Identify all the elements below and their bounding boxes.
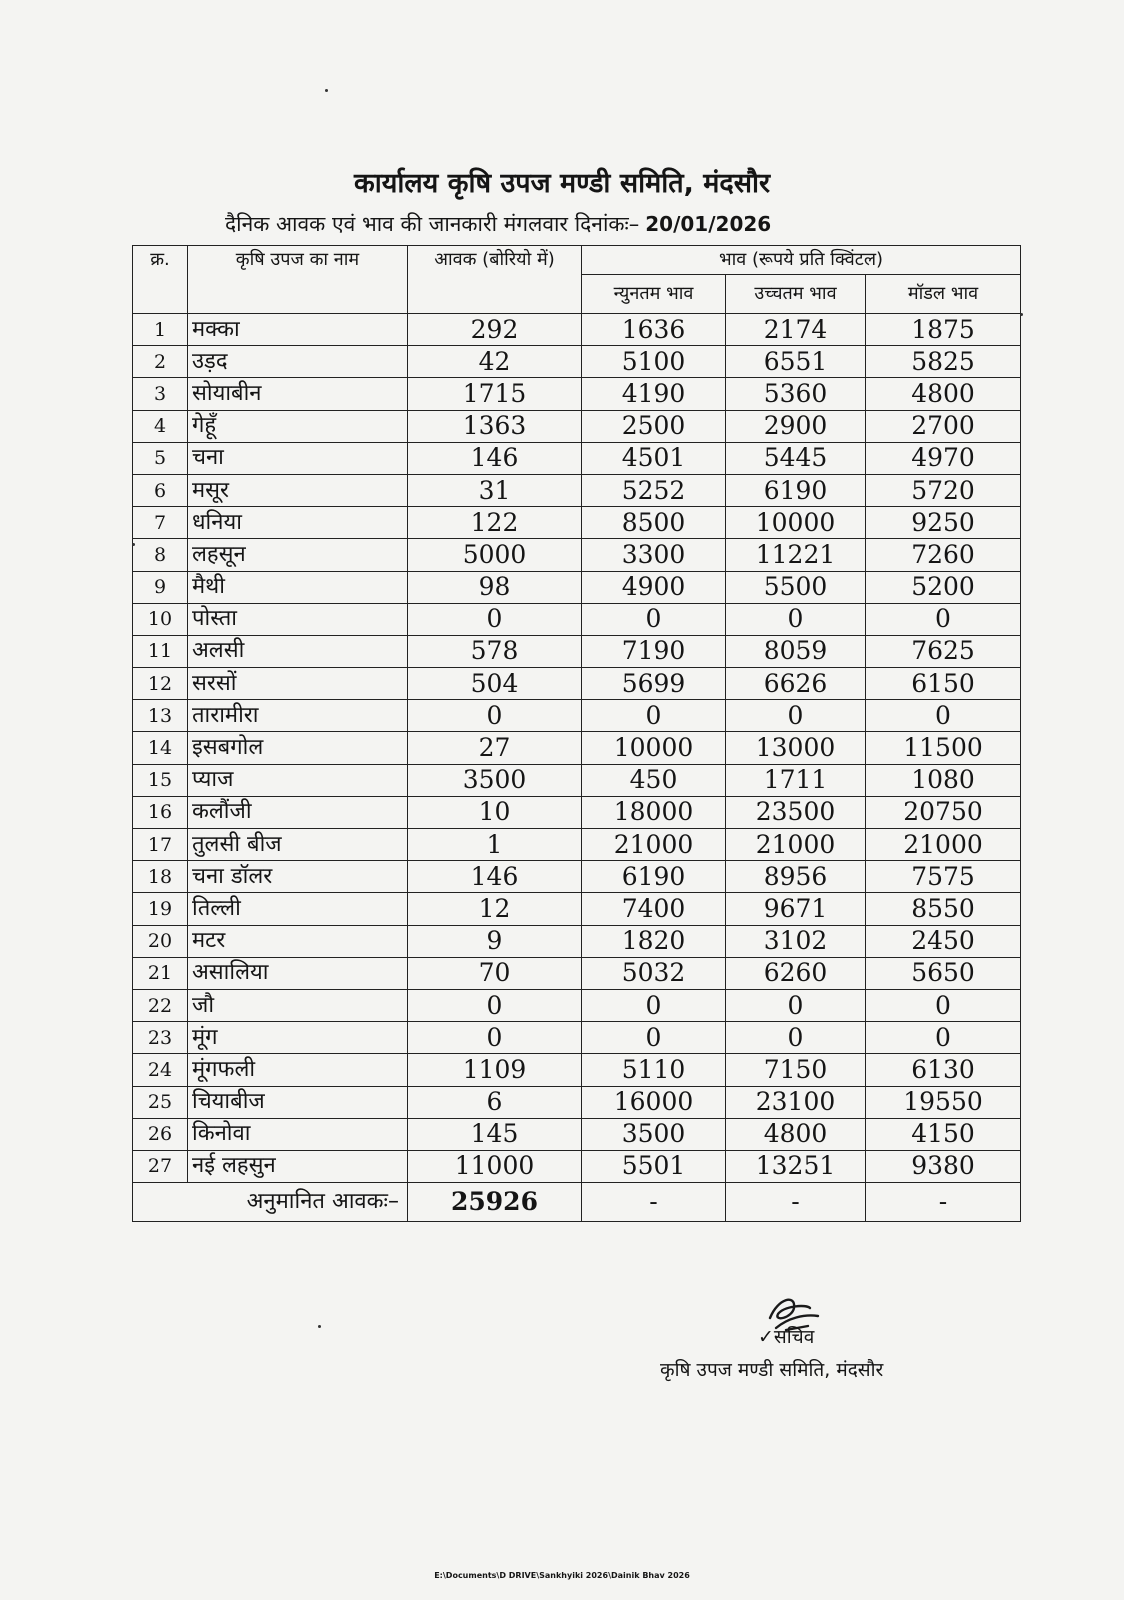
cell-max-price: 0 <box>726 1022 866 1054</box>
cell-modal-price: 21000 <box>866 829 1021 861</box>
cell-name: मक्का <box>188 314 408 346</box>
cell-min-price: 0 <box>582 603 726 635</box>
cell-min-price: 3300 <box>582 539 726 571</box>
cell-name: जौ <box>188 989 408 1021</box>
scan-speck <box>132 543 135 546</box>
cell-name: प्याज <box>188 764 408 796</box>
cell-min-price: 5100 <box>582 346 726 378</box>
cell-name: तारामीरा <box>188 700 408 732</box>
cell-arrival: 0 <box>408 700 582 732</box>
cell-arrival: 3500 <box>408 764 582 796</box>
cell-sn: 27 <box>133 1150 188 1182</box>
cell-max-price: 23500 <box>726 796 866 828</box>
cell-name: तिल्ली <box>188 893 408 925</box>
subtitle-text: दैनिक आवक एवं भाव की जानकारी मंगलवार दिनांकः– <box>225 212 640 236</box>
cell-min-price: 5699 <box>582 668 726 700</box>
table-row <box>133 1054 1021 1086</box>
cell-min-price: 450 <box>582 764 726 796</box>
cell-name: उड़द <box>188 346 408 378</box>
cell-min-price: 5110 <box>582 1054 726 1086</box>
total-modal: - <box>866 1183 1021 1222</box>
cell-name: मूंगफली <box>188 1054 408 1086</box>
cell-sn: 14 <box>133 732 188 764</box>
cell-max-price: 0 <box>726 700 866 732</box>
cell-min-price: 0 <box>582 989 726 1021</box>
cell-min-price: 4501 <box>582 442 726 474</box>
cell-name: चना डॉलर <box>188 861 408 893</box>
cell-max-price: 5500 <box>726 571 866 603</box>
table-row <box>133 764 1021 796</box>
cell-min-price: 0 <box>582 700 726 732</box>
page-title: कार्यालय कृषि उपज मण्डी समिति, मंदसौर <box>353 168 771 199</box>
report-date: 20/01/2026 <box>645 212 772 236</box>
total-row <box>133 1183 1021 1222</box>
cell-max-price: 1711 <box>726 764 866 796</box>
cell-max-price: 6551 <box>726 346 866 378</box>
cell-sn: 12 <box>133 668 188 700</box>
cell-min-price: 2500 <box>582 410 726 442</box>
cell-name: तुलसी बीज <box>188 829 408 861</box>
cell-max-price: 5360 <box>726 378 866 410</box>
table-row <box>133 893 1021 925</box>
cell-arrival: 122 <box>408 507 582 539</box>
cell-arrival: 1363 <box>408 410 582 442</box>
cell-modal-price: 8550 <box>866 893 1021 925</box>
cell-max-price: 11221 <box>726 539 866 571</box>
cell-sn: 8 <box>133 539 188 571</box>
cell-name: मूंग <box>188 1022 408 1054</box>
cell-name: सोयाबीन <box>188 378 408 410</box>
cell-name: किनोवा <box>188 1118 408 1150</box>
cell-max-price: 3102 <box>726 925 866 957</box>
cell-max-price: 4800 <box>726 1118 866 1150</box>
cell-arrival: 504 <box>408 668 582 700</box>
cell-name: मैथी <box>188 571 408 603</box>
cell-sn: 7 <box>133 507 188 539</box>
cell-name: मसूर <box>188 474 408 506</box>
total-min: - <box>582 1183 726 1222</box>
cell-max-price: 6260 <box>726 957 866 989</box>
table-row <box>133 378 1021 410</box>
cell-name: असालिया <box>188 957 408 989</box>
cell-arrival: 12 <box>408 893 582 925</box>
total-label: अनुमानित आवकः– <box>133 1183 408 1222</box>
cell-modal-price: 6150 <box>866 668 1021 700</box>
table-row <box>133 989 1021 1021</box>
cell-arrival: 70 <box>408 957 582 989</box>
table-row <box>133 1022 1021 1054</box>
header-name: कृषि उपज का नाम <box>188 246 408 314</box>
table-row <box>133 539 1021 571</box>
cell-modal-price: 4150 <box>866 1118 1021 1150</box>
cell-arrival: 5000 <box>408 539 582 571</box>
cell-modal-price: 4800 <box>866 378 1021 410</box>
cell-max-price: 2900 <box>726 410 866 442</box>
cell-sn: 17 <box>133 829 188 861</box>
cell-max-price: 10000 <box>726 507 866 539</box>
cell-sn: 21 <box>133 957 188 989</box>
cell-modal-price: 5825 <box>866 346 1021 378</box>
cell-sn: 4 <box>133 410 188 442</box>
cell-name: मटर <box>188 925 408 957</box>
cell-name: सरसों <box>188 668 408 700</box>
cell-arrival: 1715 <box>408 378 582 410</box>
cell-sn: 22 <box>133 989 188 1021</box>
cell-min-price: 0 <box>582 1022 726 1054</box>
cell-max-price: 8059 <box>726 635 866 667</box>
cell-sn: 2 <box>133 346 188 378</box>
cell-arrival: 145 <box>408 1118 582 1150</box>
cell-modal-price: 0 <box>866 603 1021 635</box>
cell-min-price: 5032 <box>582 957 726 989</box>
cell-max-price: 0 <box>726 603 866 635</box>
cell-sn: 18 <box>133 861 188 893</box>
cell-arrival: 9 <box>408 925 582 957</box>
table-row <box>133 1086 1021 1118</box>
cell-modal-price: 19550 <box>866 1086 1021 1118</box>
cell-min-price: 16000 <box>582 1086 726 1118</box>
table-row <box>133 571 1021 603</box>
cell-min-price: 1820 <box>582 925 726 957</box>
cell-modal-price: 1875 <box>866 314 1021 346</box>
cell-modal-price: 5720 <box>866 474 1021 506</box>
signatory-tick-icon: ✓ <box>758 1326 774 1348</box>
cell-modal-price: 7260 <box>866 539 1021 571</box>
cell-arrival: 42 <box>408 346 582 378</box>
cell-sn: 9 <box>133 571 188 603</box>
table-row <box>133 442 1021 474</box>
cell-sn: 6 <box>133 474 188 506</box>
header-max-price: उच्चतम भाव <box>726 275 866 314</box>
cell-arrival: 292 <box>408 314 582 346</box>
cell-sn: 10 <box>133 603 188 635</box>
table-row <box>133 1118 1021 1150</box>
header-price-group: भाव (रूपये प्रति क्विंटल) <box>582 246 1021 275</box>
cell-max-price: 7150 <box>726 1054 866 1086</box>
header-min-price: न्युनतम भाव <box>582 275 726 314</box>
cell-name: अलसी <box>188 635 408 667</box>
cell-min-price: 4190 <box>582 378 726 410</box>
table-row <box>133 635 1021 667</box>
cell-arrival: 1 <box>408 829 582 861</box>
table-row <box>133 700 1021 732</box>
rates-table <box>132 245 1021 1222</box>
cell-modal-price: 4970 <box>866 442 1021 474</box>
total-max: - <box>726 1183 866 1222</box>
header-modal-price: मॉडल भाव <box>866 275 1021 314</box>
scan-speck <box>318 1325 321 1328</box>
table-row <box>133 957 1021 989</box>
cell-min-price: 18000 <box>582 796 726 828</box>
cell-max-price: 0 <box>726 989 866 1021</box>
cell-arrival: 6 <box>408 1086 582 1118</box>
cell-arrival: 0 <box>408 603 582 635</box>
cell-modal-price: 7625 <box>866 635 1021 667</box>
cell-max-price: 23100 <box>726 1086 866 1118</box>
rates-table-body <box>133 314 1021 1183</box>
organization-label: कृषि उपज मण्डी समिति, मंदसौर <box>660 1359 884 1381</box>
cell-arrival: 578 <box>408 635 582 667</box>
table-row <box>133 410 1021 442</box>
cell-arrival: 1109 <box>408 1054 582 1086</box>
cell-min-price: 6190 <box>582 861 726 893</box>
table-row <box>133 474 1021 506</box>
cell-name: कलौंजी <box>188 796 408 828</box>
cell-min-price: 3500 <box>582 1118 726 1150</box>
page-subtitle <box>225 210 771 238</box>
cell-max-price: 6190 <box>726 474 866 506</box>
cell-name: गेहूँ <box>188 410 408 442</box>
cell-sn: 20 <box>133 925 188 957</box>
cell-sn: 23 <box>133 1022 188 1054</box>
cell-sn: 19 <box>133 893 188 925</box>
cell-modal-price: 20750 <box>866 796 1021 828</box>
total-arrival: 25926 <box>408 1183 582 1222</box>
cell-name: पोस्ता <box>188 603 408 635</box>
cell-sn: 11 <box>133 635 188 667</box>
cell-modal-price: 6130 <box>866 1054 1021 1086</box>
cell-arrival: 0 <box>408 1022 582 1054</box>
cell-modal-price: 1080 <box>866 764 1021 796</box>
signatory-title: सचिव <box>773 1326 815 1348</box>
cell-sn: 16 <box>133 796 188 828</box>
cell-modal-price: 2700 <box>866 410 1021 442</box>
cell-modal-price: 7575 <box>866 861 1021 893</box>
cell-name: लहसून <box>188 539 408 571</box>
table-row <box>133 603 1021 635</box>
cell-modal-price: 5200 <box>866 571 1021 603</box>
cell-max-price: 13251 <box>726 1150 866 1182</box>
cell-name: इसबगोल <box>188 732 408 764</box>
cell-arrival: 0 <box>408 989 582 1021</box>
cell-min-price: 4900 <box>582 571 726 603</box>
cell-min-price: 5501 <box>582 1150 726 1182</box>
cell-max-price: 6626 <box>726 668 866 700</box>
cell-min-price: 7400 <box>582 893 726 925</box>
cell-name: धनिया <box>188 507 408 539</box>
cell-sn: 24 <box>133 1054 188 1086</box>
cell-max-price: 13000 <box>726 732 866 764</box>
table-row <box>133 796 1021 828</box>
cell-max-price: 2174 <box>726 314 866 346</box>
cell-arrival: 10 <box>408 796 582 828</box>
table-row <box>133 314 1021 346</box>
cell-modal-price: 0 <box>866 989 1021 1021</box>
cell-min-price: 8500 <box>582 507 726 539</box>
file-path: E:\Documents\D DRIVE\Sankhyiki 2026\Dainik Bhav 2026 <box>434 1571 690 1580</box>
cell-name: चना <box>188 442 408 474</box>
cell-max-price: 8956 <box>726 861 866 893</box>
header-sn: क्र. <box>133 246 188 314</box>
cell-max-price: 21000 <box>726 829 866 861</box>
cell-sn: 15 <box>133 764 188 796</box>
cell-modal-price: 9250 <box>866 507 1021 539</box>
table-row <box>133 925 1021 957</box>
cell-min-price: 5252 <box>582 474 726 506</box>
cell-sn: 25 <box>133 1086 188 1118</box>
cell-max-price: 5445 <box>726 442 866 474</box>
cell-arrival: 11000 <box>408 1150 582 1182</box>
scan-speck <box>325 89 328 92</box>
cell-arrival: 98 <box>408 571 582 603</box>
cell-sn: 1 <box>133 314 188 346</box>
cell-arrival: 27 <box>408 732 582 764</box>
signatory-label <box>758 1323 814 1349</box>
table-row <box>133 668 1021 700</box>
cell-min-price: 7190 <box>582 635 726 667</box>
cell-min-price: 1636 <box>582 314 726 346</box>
scan-speck <box>1020 313 1023 316</box>
table-row <box>133 861 1021 893</box>
header-arrival: आवक (बोरियो में) <box>408 246 582 314</box>
cell-max-price: 9671 <box>726 893 866 925</box>
table-row <box>133 1150 1021 1182</box>
cell-modal-price: 0 <box>866 700 1021 732</box>
cell-min-price: 10000 <box>582 732 726 764</box>
cell-modal-price: 9380 <box>866 1150 1021 1182</box>
table-row <box>133 732 1021 764</box>
cell-sn: 26 <box>133 1118 188 1150</box>
table-row <box>133 507 1021 539</box>
cell-modal-price: 11500 <box>866 732 1021 764</box>
cell-arrival: 146 <box>408 861 582 893</box>
cell-name: चियाबीज <box>188 1086 408 1118</box>
cell-min-price: 21000 <box>582 829 726 861</box>
cell-sn: 13 <box>133 700 188 732</box>
cell-name: नई लहसुन <box>188 1150 408 1182</box>
table-row <box>133 829 1021 861</box>
table-row <box>133 346 1021 378</box>
cell-modal-price: 2450 <box>866 925 1021 957</box>
cell-sn: 5 <box>133 442 188 474</box>
cell-modal-price: 5650 <box>866 957 1021 989</box>
cell-sn: 3 <box>133 378 188 410</box>
cell-arrival: 31 <box>408 474 582 506</box>
cell-modal-price: 0 <box>866 1022 1021 1054</box>
cell-arrival: 146 <box>408 442 582 474</box>
